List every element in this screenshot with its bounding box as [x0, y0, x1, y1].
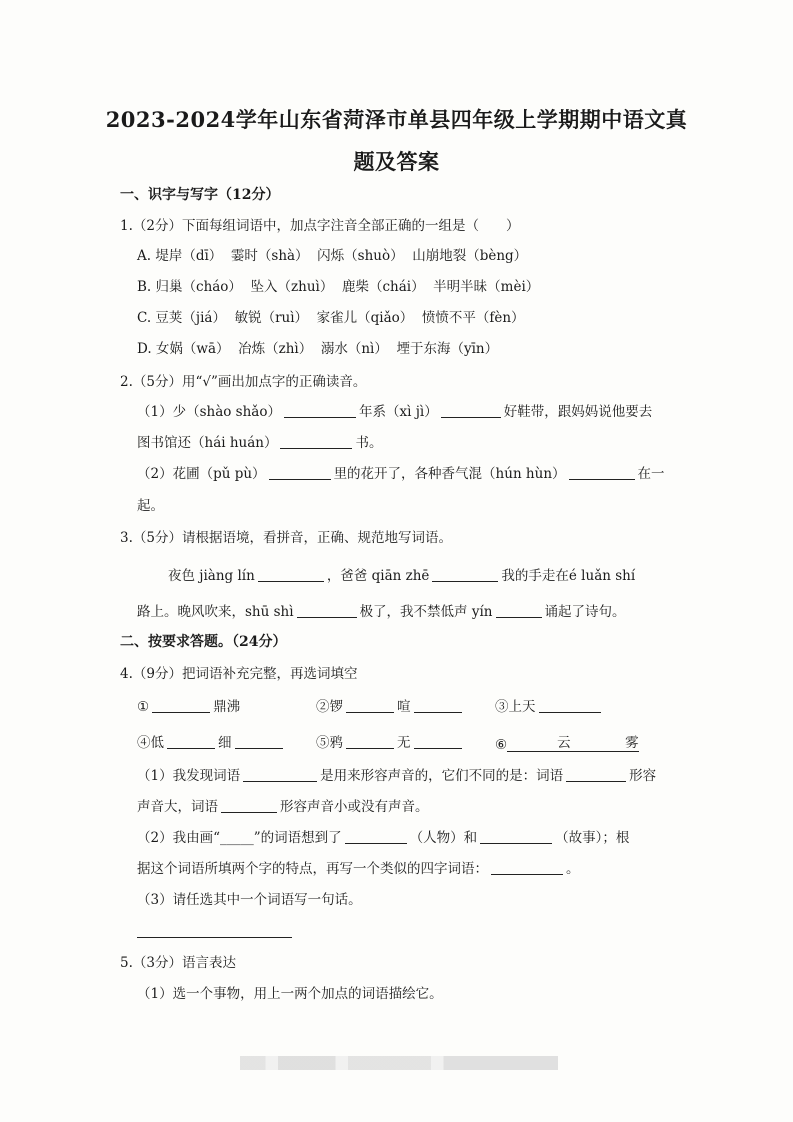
answer-blank[interactable] — [235, 734, 283, 749]
answer-blank[interactable] — [297, 603, 357, 618]
answer-blank[interactable] — [496, 603, 542, 618]
doc-title-line2: 题及答案 — [353, 149, 440, 174]
answer-blank[interactable] — [345, 829, 407, 844]
q1-option-b: B. 归巢（cháo） 坠入（zhuì） 鹿柴（chái） 半明半昧（mèi） — [137, 279, 540, 295]
q2-line3: （2）花圃（pǔ pù） 里的花开了，各种香气混（hún hùn） 在一 — [137, 466, 665, 482]
answer-blank[interactable] — [152, 698, 210, 713]
answer-blank[interactable] — [243, 767, 317, 782]
answer-blank[interactable] — [167, 734, 215, 749]
answer-blank[interactable] — [539, 698, 601, 713]
q3-line2: 路上。晚风吹来，shū shì 极了，我不禁低声 yín 诵起了诗句。 — [137, 604, 626, 620]
q4-item-5: ⑤鸦 无 — [316, 733, 465, 753]
answer-blank[interactable] — [441, 403, 501, 418]
q1-stem: 1.（2分）下面每组词语中，加点字注音全部正确的一组是（ ） — [120, 218, 520, 234]
answer-blank[interactable]: 云 雾 — [507, 733, 639, 752]
q5-part1: （1）选一个事物，用上一两个加点的词语描绘它。 — [137, 986, 443, 1002]
answer-blank[interactable] — [284, 403, 356, 418]
answer-blank[interactable] — [258, 567, 324, 582]
q4-item-2: ②锣 喧 — [316, 697, 465, 717]
answer-blank[interactable] — [480, 829, 552, 844]
q1-option-a: A. 堤岸（dī） 霎时（shà） 闪烁（shuò） 山崩地裂（bèng） — [137, 248, 528, 264]
q4-part2-line1: （2）我由画“_____”的词语想到了 （人物）和 （故事）；根 — [137, 830, 630, 846]
answer-blank[interactable] — [221, 798, 277, 813]
q4-item-1: ① 鼎沸 — [137, 699, 241, 715]
q4-item-6: ⑥ 云 雾 — [495, 735, 639, 753]
q2-line1: （1）少（shào shǎo） 年系（xì jì） 好鞋带，跟妈妈说他要去 — [137, 404, 653, 420]
section-heading-2: 二、按要求答题。（24分） — [120, 634, 287, 650]
q4-part1-line2: 声音大，词语 形容声音小或没有声音。 — [137, 799, 429, 815]
q2-line2: 图书馆还（hái huán） 书。 — [137, 435, 383, 451]
answer-blank[interactable] — [569, 465, 635, 480]
answer-blank[interactable] — [414, 734, 462, 749]
q1-option-c: C. 豆荚（jiá） 敏锐（ruì） 家雀儿（qiǎo） 愤愤不平（fèn） — [137, 310, 525, 326]
q4-part2-line2: 据这个词语所填两个字的特点，再写一个类似的四字词语： 。 — [137, 861, 580, 877]
answer-blank[interactable] — [414, 698, 462, 713]
q5-stem: 5.（3分）语言表达 — [120, 955, 236, 971]
answer-blank[interactable] — [432, 567, 498, 582]
q4-item-4: ④低 细 — [137, 733, 286, 753]
section-heading-1: 一、识字与写字（12分） — [120, 187, 280, 203]
answer-blank[interactable] — [566, 767, 626, 782]
q2-stem: 2.（5分）用“√”画出加点字的正确读音。 — [120, 374, 367, 390]
answer-blank[interactable] — [269, 465, 331, 480]
q2-line4: 起。 — [137, 498, 164, 514]
q3-line1: 夜色 jiàng lín ，爸爸 qiān zhē 我的手走在é luǎn shí — [168, 568, 636, 584]
doc-title-line1: 2023-2024学年山东省菏泽市单县四年级上学期期中语文真 — [105, 107, 688, 132]
q4-part3: （3）请任选其中一个词语写一句话。 — [137, 892, 362, 908]
q1-option-d: D. 女娲（wā） 冶炼（zhì） 溺水（nì） 堙于东海（yīn） — [137, 341, 499, 357]
answer-blank[interactable] — [346, 734, 394, 749]
answer-line[interactable] — [137, 937, 292, 938]
q4-stem: 4.（9分）把词语补充完整，再选词填空 — [120, 666, 358, 682]
answer-blank[interactable] — [491, 860, 563, 875]
answer-blank[interactable] — [346, 698, 394, 713]
answer-blank[interactable] — [280, 434, 352, 449]
q3-stem: 3.（5分）请根据语境，看拼音，正确、规范地写词语。 — [120, 530, 452, 546]
q4-item-3: ③上天 — [495, 697, 604, 717]
blurred-footer-watermark — [240, 1056, 558, 1070]
q4-part1-line1: （1）我发现词语 是用来形容声音的，它们不同的是：词语 形容 — [137, 768, 657, 784]
